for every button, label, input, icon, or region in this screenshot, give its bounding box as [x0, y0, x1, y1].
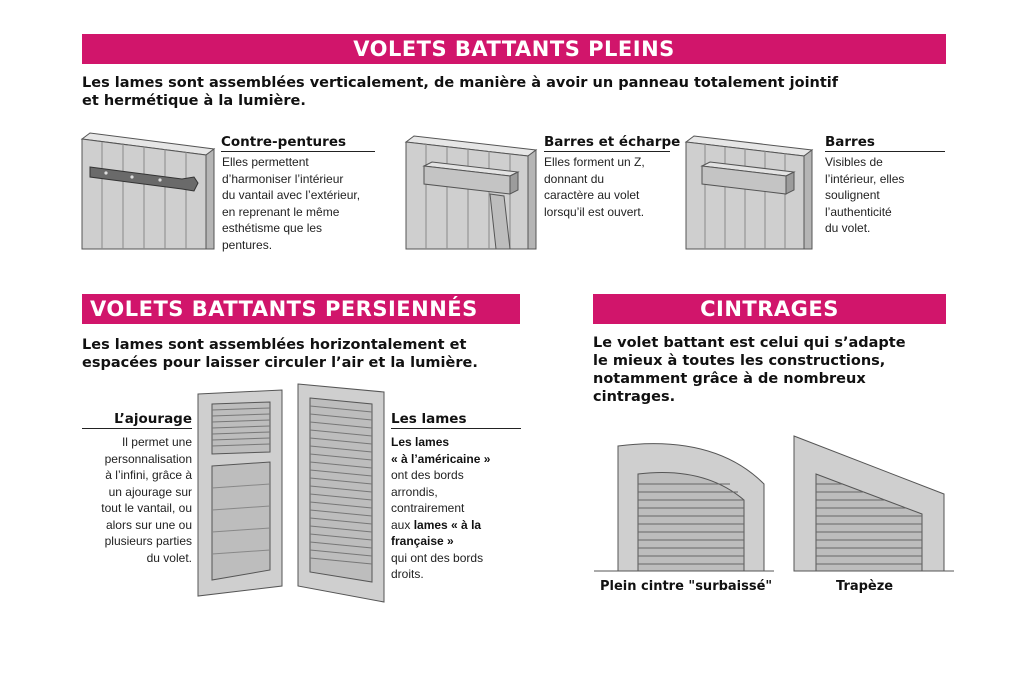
text-line: à l’infini, grâce à: [105, 468, 192, 482]
section-title-text: CINTRAGES: [700, 297, 839, 321]
section3-lead-line: notamment grâce à de nombreux: [593, 371, 866, 387]
heading-barres-echarpe: Barres et écharpe: [544, 134, 681, 150]
section-title-cintrages: [593, 294, 946, 324]
text-line: arrondis,: [391, 484, 438, 499]
shutter-contre-pentures-illustration: [82, 133, 214, 249]
shutter-ajourage-illustration: [198, 390, 282, 596]
cintrage-plein-cintre-illustration: [594, 440, 774, 575]
heading-contre-pentures: Contre-pentures: [221, 134, 375, 152]
section3-lead-line: le mieux à toutes les constructions,: [593, 353, 886, 369]
text-line: esthétisme que les: [222, 221, 323, 235]
text-line: tout le vantail, ou: [101, 501, 192, 515]
section-title-text: VOLETS BATTANTS PLEINS: [353, 37, 675, 61]
text-line: Visibles de: [825, 155, 883, 169]
section3-lead-line: Le volet battant est celui qui s’adapte: [593, 335, 906, 351]
text-line: soulignent: [825, 188, 880, 202]
shutter-barres-illustration: [686, 136, 812, 249]
text-line: Elles forment un Z,: [544, 155, 645, 169]
text-line-bold: française »: [391, 534, 454, 548]
text-line: l’authenticité: [825, 204, 892, 219]
text-line: du volet.: [146, 550, 192, 565]
shutter-barres-echarpe-illustration: [406, 136, 536, 249]
section1-lead-line: et hermétique à la lumière.: [82, 93, 306, 109]
section3-lead-line: cintrages.: [593, 389, 676, 405]
text-line: caractère au volet: [544, 188, 640, 202]
text-line: alors sur une ou: [105, 517, 192, 532]
section2-lead: [82, 336, 522, 372]
caption-plein-cintre: Plein cintre "surbaissé": [600, 579, 773, 594]
text-line-bold: « à l’américaine »: [391, 451, 491, 466]
text-line: Elles permettent: [222, 155, 309, 169]
text-line: plusieurs parties: [104, 534, 192, 548]
section-title-volets-persiennes: [82, 294, 520, 324]
section2-lead-line: Les lames sont assemblées horizontalement et: [82, 337, 467, 353]
text-les-lames: [391, 434, 490, 583]
text-line: contrairement: [391, 501, 465, 515]
text-line-bold: Les lames: [391, 435, 450, 449]
section-title-volets-pleins: [82, 34, 946, 64]
text-line: du volet.: [825, 221, 871, 235]
text-ajourage: [82, 434, 192, 566]
text-line: qui ont des bords: [391, 550, 484, 565]
shutter-lames-illustration: [298, 384, 384, 602]
text-line: un ajourage sur: [108, 484, 192, 499]
caption-trapeze: Trapèze: [836, 579, 894, 594]
heading-ajourage: L’ajourage: [82, 411, 192, 429]
text-line: Il permet une: [121, 435, 192, 449]
text-line: ont des bords: [391, 468, 464, 482]
text-line: l’intérieur, elles: [825, 171, 905, 186]
text-line: du vantail avec l’extérieur,: [222, 188, 361, 202]
text-line: personnalisation: [104, 451, 192, 466]
text-barres: [825, 154, 904, 237]
section1-lead-line: Les lames sont assemblées verticalement, de manière à avoir un panneau totalement jointif: [82, 75, 839, 91]
text-barres-echarpe: [544, 154, 645, 220]
text-line: pentures.: [222, 237, 273, 252]
text-line: droits.: [391, 567, 424, 581]
text-contre-pentures: [222, 154, 360, 253]
text-line: en reprenant le même: [222, 204, 340, 219]
section1-lead: [82, 74, 942, 110]
heading-les-lames: Les lames: [391, 411, 521, 429]
cintrage-trapeze-illustration: [794, 436, 954, 575]
text-line: donnant du: [544, 171, 605, 186]
section3-lead: [593, 334, 943, 406]
text-line: lorsqu’il est ouvert.: [544, 204, 645, 219]
text-line-mixed: aux lames « à la: [391, 517, 482, 532]
section2-lead-line: espacées pour laisser circuler l’air et la lumière.: [82, 355, 478, 371]
section-title-text: VOLETS BATTANTS PERSIENNÉS: [90, 297, 478, 321]
text-line: d’harmoniser l’intérieur: [222, 171, 344, 186]
heading-barres: Barres: [825, 134, 945, 152]
